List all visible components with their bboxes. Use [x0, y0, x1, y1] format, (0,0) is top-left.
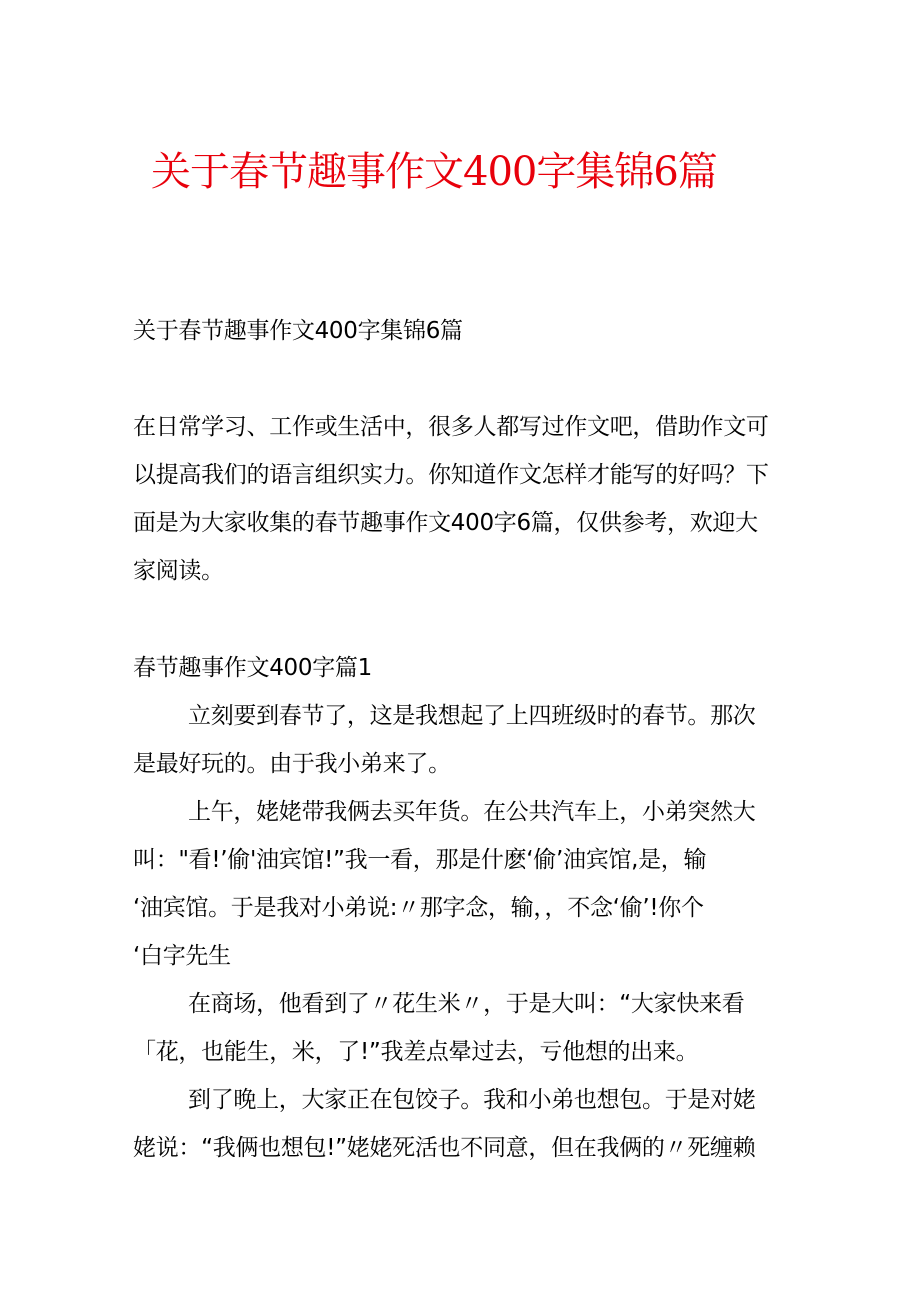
body-line-7: 在商场，他看到了〃花生米〃，于是大叫：“大家快来看 [188, 991, 745, 1017]
body-line-5: ‘油宾馆。于是我对小弟说:〃那字念，输，，不念‘偷’!你个 [133, 895, 704, 921]
intro-line-2: 以提高我们的语言组织实力。你知道作文怎样才能写的好吗？下 [133, 462, 769, 488]
intro-line-1: 在日常学习、工作或生活中，很多人都写过作文吧，借助作文可 [133, 414, 769, 440]
section-heading: 春节趣事作文400字篇1 [133, 655, 372, 681]
body-line-6: ‘白字先生 [133, 943, 231, 969]
body-line-3: 上午，姥姥带我俩去买年货。在公共汽车上，小弟突然大 [188, 799, 756, 825]
body-line-2: 是最好玩的。由于我小弟来了。 [133, 751, 451, 777]
body-line-10: 姥说：“我俩也想包!”姥姥死活也不同意，但在我俩的〃死缠赖 [133, 1135, 756, 1161]
intro-line-3: 面是为大家收集的春节趣事作文400字6篇，仅供参考，欢迎大 [133, 510, 758, 536]
body-line-9: 到了晚上，大家正在包饺子。我和小弟也想包。于是对姥 [188, 1087, 756, 1113]
body-line-8: 「花，也能生，米，了!”我差点晕过去，亏他想的出来。 [133, 1039, 699, 1065]
document-title: 关于春节趣事作文400字集锦6篇 [151, 149, 717, 195]
subtitle: 关于春节趣事作文400字集锦6篇 [133, 318, 463, 344]
intro-line-4: 家阅读。 [133, 558, 224, 584]
body-line-4: 叫："看!’偷'油宾馆!”我一看，那是什麽‘偷’油宾馆,是，输 [133, 847, 707, 873]
body-line-1: 立刻要到春节了，这是我想起了上四班级时的春节。那次 [188, 703, 756, 729]
